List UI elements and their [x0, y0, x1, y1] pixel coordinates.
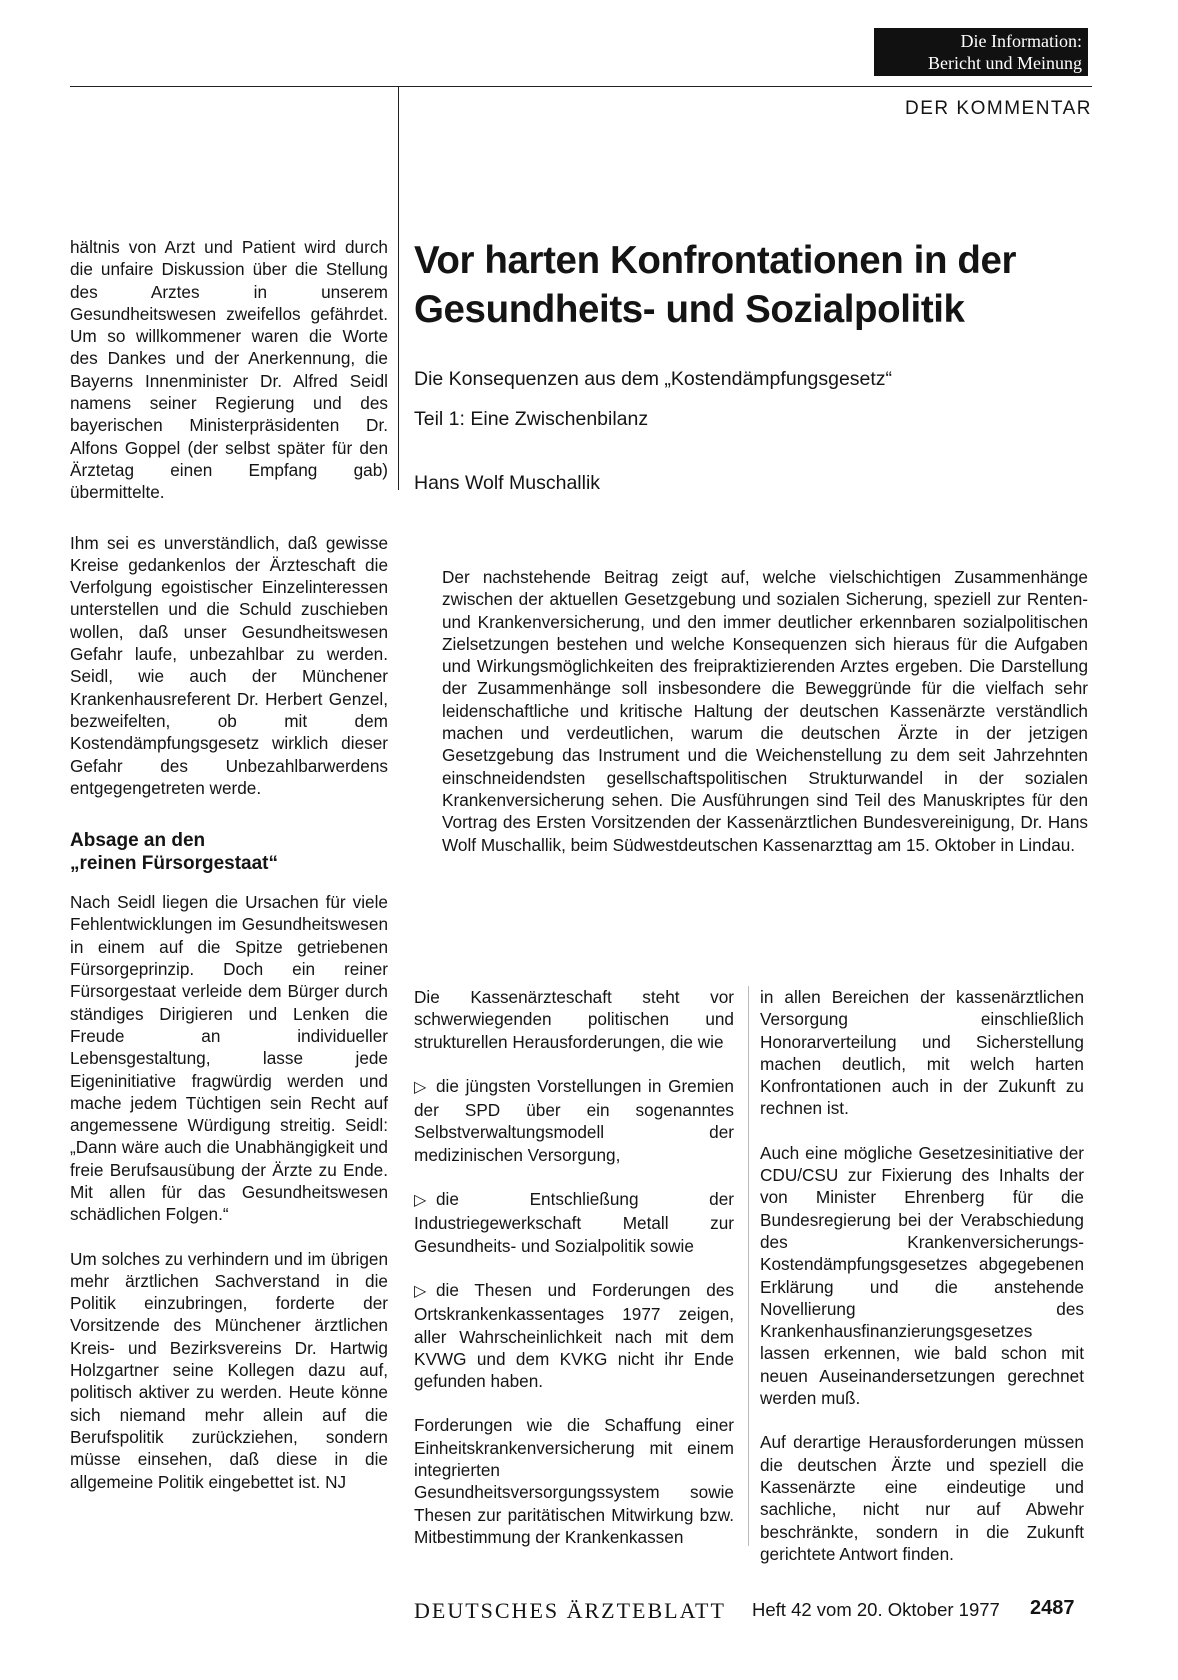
triangle-bullet-icon: ▷: [414, 1282, 427, 1300]
title-line-2: Gesundheits- und Sozialpolitik: [414, 288, 965, 331]
title-line-1: Vor harten Konfrontationen in der: [414, 239, 1017, 282]
triangle-bullet-icon: ▷: [414, 1192, 427, 1210]
right-column: [760, 986, 1084, 1587]
left-paragraph-4: Um solches zu verhindern und im übrigen mehr ärztlichen Sachverstand in die Politik einzubringen, forderte der Vorsitzende des Münchener ärztlichen Kreis- und Bezirksvereins Dr. Hartwig Holzgartner seine Kollegen dazu auf, politisch aktiver zu werden. Heute könne sich niemand mehr allein auf die Berufspolitik zurückziehen, sondern müsse einsehen, daß diese in die allgemeine Politik eingebettet ist. NJ: [70, 1248, 388, 1492]
article-author: Hans Wolf Muschallik: [414, 472, 601, 494]
section-label: DER KOMMENTAR: [905, 98, 1092, 119]
section-badge: [874, 28, 1088, 76]
middle-paragraph-2: Forderungen wie die Schaffung einer Einheitskrankenversicherung mit einem integrierten Gesundheitsversorgungssystem sowie Thesen zur paritätischen Mitwirkung bzw. Mitbestimmung der Krankenkassen: [414, 1415, 734, 1547]
inner-column-divider: [748, 986, 749, 1546]
article-title: [414, 236, 1104, 334]
subheading-line-2: „reinen Fürsorgestaat“: [70, 853, 278, 875]
bullet-item-2: [414, 1188, 734, 1257]
bullet-text-3: die Thesen und Forderungen des Ortskrankenkassentages 1977 zeigen, aller Wahrscheinlichkeit nach mit dem KVWG und dem KVKG nicht ihr Ende gefunden haben.: [414, 1279, 734, 1392]
badge-line-1: Die Information:: [960, 31, 1082, 51]
left-column: [70, 236, 388, 1515]
middle-column: [414, 986, 734, 1570]
bullet-text-2: die Entschließung der Industriegewerkschaft Metall zur Gesundheits- und Sozialpolitik sowie: [414, 1189, 734, 1256]
issue-info: Heft 42 vom 20. Oktober 1977: [752, 1599, 1000, 1620]
left-subheading: [70, 829, 388, 875]
middle-paragraph-1: Die Kassenärzteschaft steht vor schwerwiegenden politischen und strukturellen Herausforderungen, die wie: [414, 987, 734, 1052]
subheading-line-1: Absage an den: [70, 830, 206, 852]
article-subtitle: Die Konsequenzen aus dem „Kostendämpfungsgesetz“: [414, 368, 893, 390]
left-paragraph-3: Nach Seidl liegen die Ursachen für viele Fehlentwicklungen im Gesundheitswesen in einem auf die Spitze getriebenen Fürsorgeprinzip. Doch ein reiner Fürsorgestaat verleide dem Bürger durch ständiges Dirigieren und Lenken die Freude an individueller Lebensgestaltung, lasse jede Eigeninitiative fragwürdig werden und mache jedem Tüchtigen sein Recht auf angemessene Würdigung streitig. Seidl: „Dann wäre auch die Unabhängigkeit und freie Berufsausübung der Ärzte zu Ende. Mit allen für das Gesundheitswesen schädlichen Folgen.“: [70, 892, 388, 1225]
left-paragraph-2: Ihm sei es unverständlich, daß gewisse Kreise gedankenlos der Ärzteschaft die Verfolgung egoistischer Einzelinteressen unterstellen und die Schuld zuschieben wollen, daß unser Gesundheitswesen Gefahr laufe, unbezahlbar zu werden. Seidl, wie auch der Münchener Krankenhausreferent Dr. Herbert Genzel, bezweifelten, ob mit dem Kostendämpfungsgesetz wirklich dieser Gefahr des Unbezahlbarwerdens entgegengetreten werde.: [70, 532, 388, 798]
right-paragraph-1: in allen Bereichen der kassenärztlichen Versorgung einschließlich Honorarverteilung und Sicherstellung machen deutlich, mit welch harten Konfrontationen auch in der Zukunft zu rechnen ist.: [760, 987, 1084, 1119]
bullet-item-3: [414, 1279, 734, 1392]
header-rule: [70, 86, 1092, 87]
journal-name: DEUTSCHES ÄRZTEBLATT: [414, 1598, 726, 1623]
right-paragraph-3: Auf derartige Herausforderungen müssen die deutschen Ärzte und speziell die Kassenärzte eine eindeutige und sachliche, nicht nur auf Abwehr beschränkte, sondern in die Zukunft gerichtete Antwort finden.: [760, 1432, 1084, 1564]
article-part: Teil 1: Eine Zwischenbilanz: [414, 408, 649, 430]
badge-line-2: Bericht und Meinung: [928, 53, 1082, 73]
bullet-text-1: die jüngsten Vorstellungen in Gremien der SPD über ein sogenanntes Selbstverwaltungsmodell der medizinischen Versorgung,: [414, 1075, 734, 1165]
article-intro: Der nachstehende Beitrag zeigt auf, welche vielschichtigen Zusammenhänge zwischen der aktuellen Gesetzgebung und sozialen Sicherung, speziell zur Renten- und Krankenversicherung, und den immer deutlicher erkennbaren sozialpolitischen Zielsetzungen bestehen und welche Konsequenzen sich hieraus für die Aufgaben und Wirkungsmöglichkeiten des freipraktizierenden Arztes ergeben. Die Darstellung der Zusammenhänge soll insbesondere die Beweggründe für die vielfach sehr leidenschaftliche und kritische Haltung der deutschen Kassenärzte verständlich machen und verdeutlichen, warum die deutschen Ärzte in der jetzigen Gesetzgebung das Instrument und die Weichenstellung zu dem seit Jahrzehnten einschneidendsten gesellschaftspolitischen Strukturwandel in der sozialen Krankenversicherung sehen. Die Ausführungen sind Teil des Manuskriptes für den Vortrag des Ersten Vorsitzenden der Kassenärztlichen Bundesvereinigung, Dr. Hans Wolf Muschallik, beim Südwestdeutschen Kassenarzttag am 15. Oktober in Lindau.: [442, 567, 1088, 855]
triangle-bullet-icon: ▷: [414, 1078, 427, 1096]
left-paragraph-1: hältnis von Arzt und Patient wird durch die unfaire Diskussion über die Stellung des Arztes in unserem Gesundheitswesen zweifellos gefährdet. Um so willkommener waren die Worte des Dankes und der Anerkennung, die Bayerns Innenminister Dr. Alfred Seidl namens seiner Regierung und des bayerischen Ministerpräsidenten Dr. Alfons Goppel (der selbst später für den Ärztetag einen Empfang gab) übermittelte.: [70, 237, 388, 503]
page-number: 2487: [1030, 1597, 1075, 1619]
right-paragraph-2: Auch eine mögliche Gesetzesinitiative der CDU/CSU zur Fixierung des Inhalts der von Minister Ehrenberg für die Bundesregierung bei der Verabschiedung des Krankenversicherungs-Kostendämpfungsgesetzes abgegebenen Erklärung und die anstehende Novellierung des Krankenhausfinanzierungsgesetzes lassen erkennen, wie bald schon mit neuen Auseinandersetzungen gerechnet werden muß.: [760, 1142, 1084, 1409]
bullet-item-1: [414, 1075, 734, 1166]
column-divider: [398, 87, 399, 490]
